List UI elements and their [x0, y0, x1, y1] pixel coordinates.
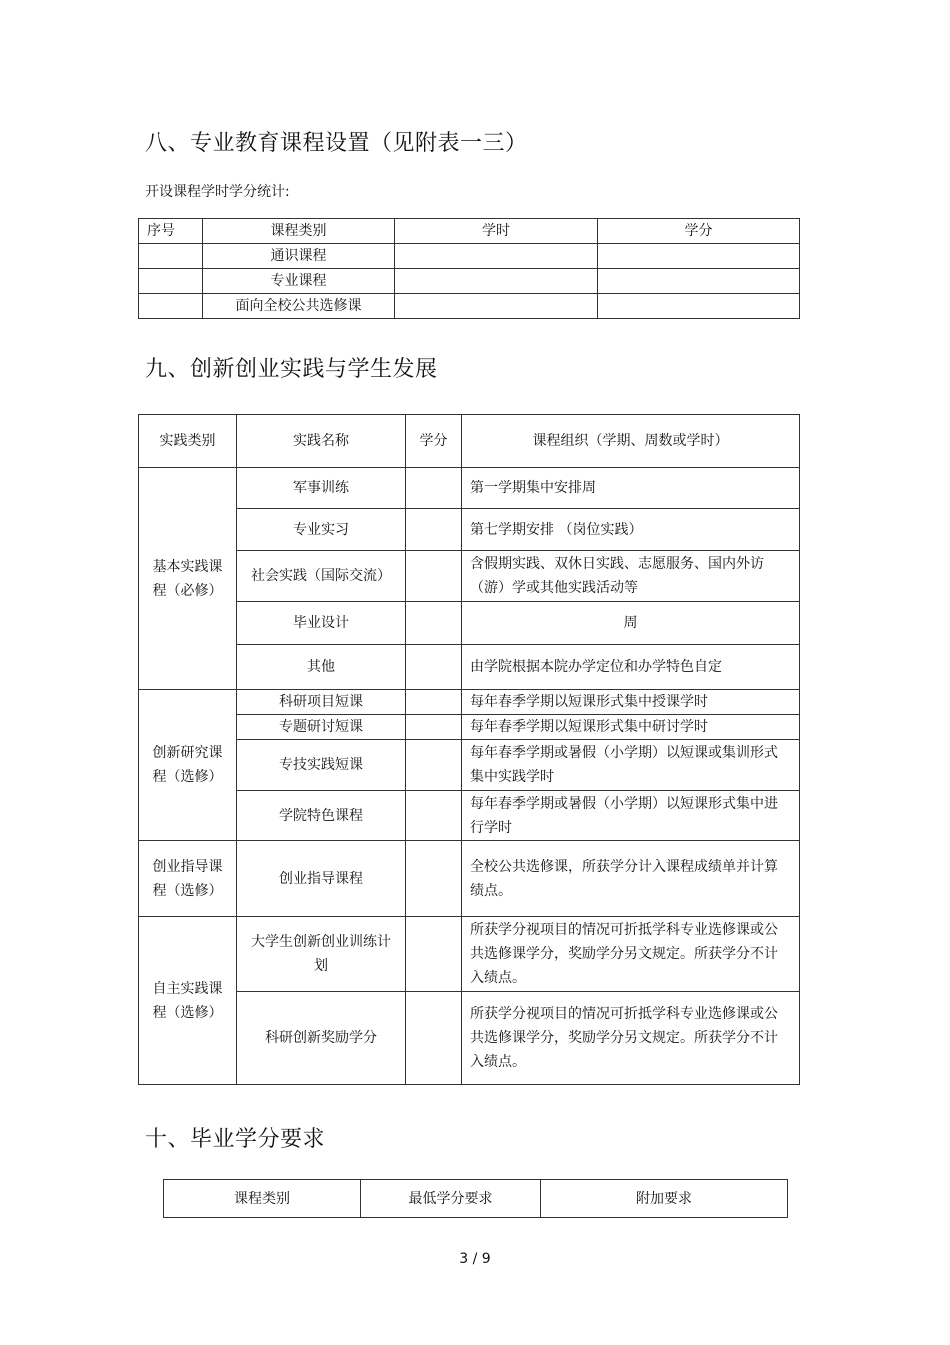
course-hours-table: [138, 218, 800, 319]
cell-no: [139, 244, 203, 269]
table-row: [139, 917, 800, 992]
practice-credit: [406, 602, 462, 645]
section-8-subtitle: 开设课程学时学分统计:: [145, 184, 290, 200]
practice-name: 科研创新奖励学分: [237, 992, 406, 1085]
table-row: [139, 715, 800, 740]
practice-name: 专题研讨短课: [237, 715, 406, 740]
header-no: 序号: [139, 219, 203, 244]
table-row: [139, 294, 800, 319]
practice-credit: [406, 509, 462, 551]
header-practice-name: 实践名称: [237, 415, 406, 468]
graduation-credit-table: [163, 1179, 788, 1218]
practice-credit: [406, 841, 462, 917]
practice-credit: [406, 645, 462, 690]
table-row: [139, 791, 800, 841]
practice-name: 毕业设计: [237, 602, 406, 645]
table-row: [139, 468, 800, 509]
table-row: [139, 841, 800, 917]
practice-name: 大学生创新创业训练计划: [237, 917, 406, 992]
header-course-category: 课程类别: [164, 1180, 361, 1218]
practice-org: 由学院根据本院办学定位和办学特色自定: [462, 645, 800, 690]
practice-credit: [406, 551, 462, 602]
group-category-research: 创新研究课程（选修）: [139, 690, 237, 841]
practice-name: 社会实践（国际交流）: [237, 551, 406, 602]
header-practice-org: 课程组织（学期、周数或学时）: [462, 415, 800, 468]
table-row: [139, 551, 800, 602]
practice-org: 每年春季学期以短课形式集中授课学时: [462, 690, 800, 715]
table-row: [139, 244, 800, 269]
cell-category: 面向全校公共选修课: [203, 294, 395, 319]
page-number: 3 / 9: [459, 1251, 491, 1267]
practice-org: 每年春季学期或暑假（小学期）以短课形式集中进行学时: [462, 791, 800, 841]
practice-credit: [406, 690, 462, 715]
table-row: [139, 269, 800, 294]
cell-hours: [395, 244, 598, 269]
cell-credits: [598, 269, 800, 294]
group-category-autonomous: 自主实践课程（选修）: [139, 917, 237, 1085]
practice-name: 专业实习: [237, 509, 406, 551]
group-category-guidance: 创业指导课程（选修）: [139, 841, 237, 917]
practice-org: 含假期实践、双休日实践、志愿服务、国内外访（游）学或其他实践活动等: [462, 551, 800, 602]
practice-name: 科研项目短课: [237, 690, 406, 715]
header-extra-requirements: 附加要求: [541, 1180, 788, 1218]
header-practice-credit: 学分: [406, 415, 462, 468]
header-credits: 学分: [598, 219, 800, 244]
cell-no: [139, 294, 203, 319]
practice-credit: [406, 715, 462, 740]
section-9-heading: 九、创新创业实践与学生发展: [145, 357, 438, 382]
practice-org: 所获学分视项目的情况可折抵学科专业选修课或公共选修课学分，奖励学分另文规定。所获学分不计入绩点。: [462, 992, 800, 1085]
cell-category: 通识课程: [203, 244, 395, 269]
practice-org: 每年春季学期或暑假（小学期）以短课或集训形式集中实践学时: [462, 740, 800, 791]
table-row: [139, 509, 800, 551]
cell-category: 专业课程: [203, 269, 395, 294]
section-8-heading: 八、专业教育课程设置（见附表一三）: [145, 131, 528, 156]
table-row: [139, 740, 800, 791]
table-row: [139, 690, 800, 715]
table-row: [139, 602, 800, 645]
practice-name: 学院特色课程: [237, 791, 406, 841]
practice-credit: [406, 468, 462, 509]
practice-name: 其他: [237, 645, 406, 690]
table-row: [139, 645, 800, 690]
practice-org: 第七学期安排 （岗位实践）: [462, 509, 800, 551]
practice-org: 全校公共选修课，所获学分计入课程成绩单并计算绩点。: [462, 841, 800, 917]
cell-credits: [598, 294, 800, 319]
practice-org: 所获学分视项目的情况可折抵学科专业选修课或公共选修课学分，奖励学分另文规定。所获学分不计入绩点。: [462, 917, 800, 992]
header-practice-category: 实践类别: [139, 415, 237, 468]
practice-credit: [406, 740, 462, 791]
practice-credit: [406, 992, 462, 1085]
practice-name: 专技实践短课: [237, 740, 406, 791]
cell-hours: [395, 294, 598, 319]
group-category-basic: 基本实践课程（必修）: [139, 468, 237, 690]
practice-name: 创业指导课程: [237, 841, 406, 917]
practice-name: 军事训练: [237, 468, 406, 509]
practice-table: [138, 414, 800, 1085]
practice-credit: [406, 917, 462, 992]
header-min-credits: 最低学分要求: [361, 1180, 541, 1218]
cell-hours: [395, 269, 598, 294]
table-row: [139, 992, 800, 1085]
practice-credit: [406, 791, 462, 841]
header-hours: 学时: [395, 219, 598, 244]
practice-org: 每年春季学期以短课形式集中研讨学时: [462, 715, 800, 740]
practice-org: 周: [462, 602, 800, 645]
cell-no: [139, 269, 203, 294]
cell-credits: [598, 244, 800, 269]
practice-org: 第一学期集中安排周: [462, 468, 800, 509]
section-10-heading: 十、毕业学分要求: [145, 1127, 326, 1152]
header-category: 课程类别: [203, 219, 395, 244]
